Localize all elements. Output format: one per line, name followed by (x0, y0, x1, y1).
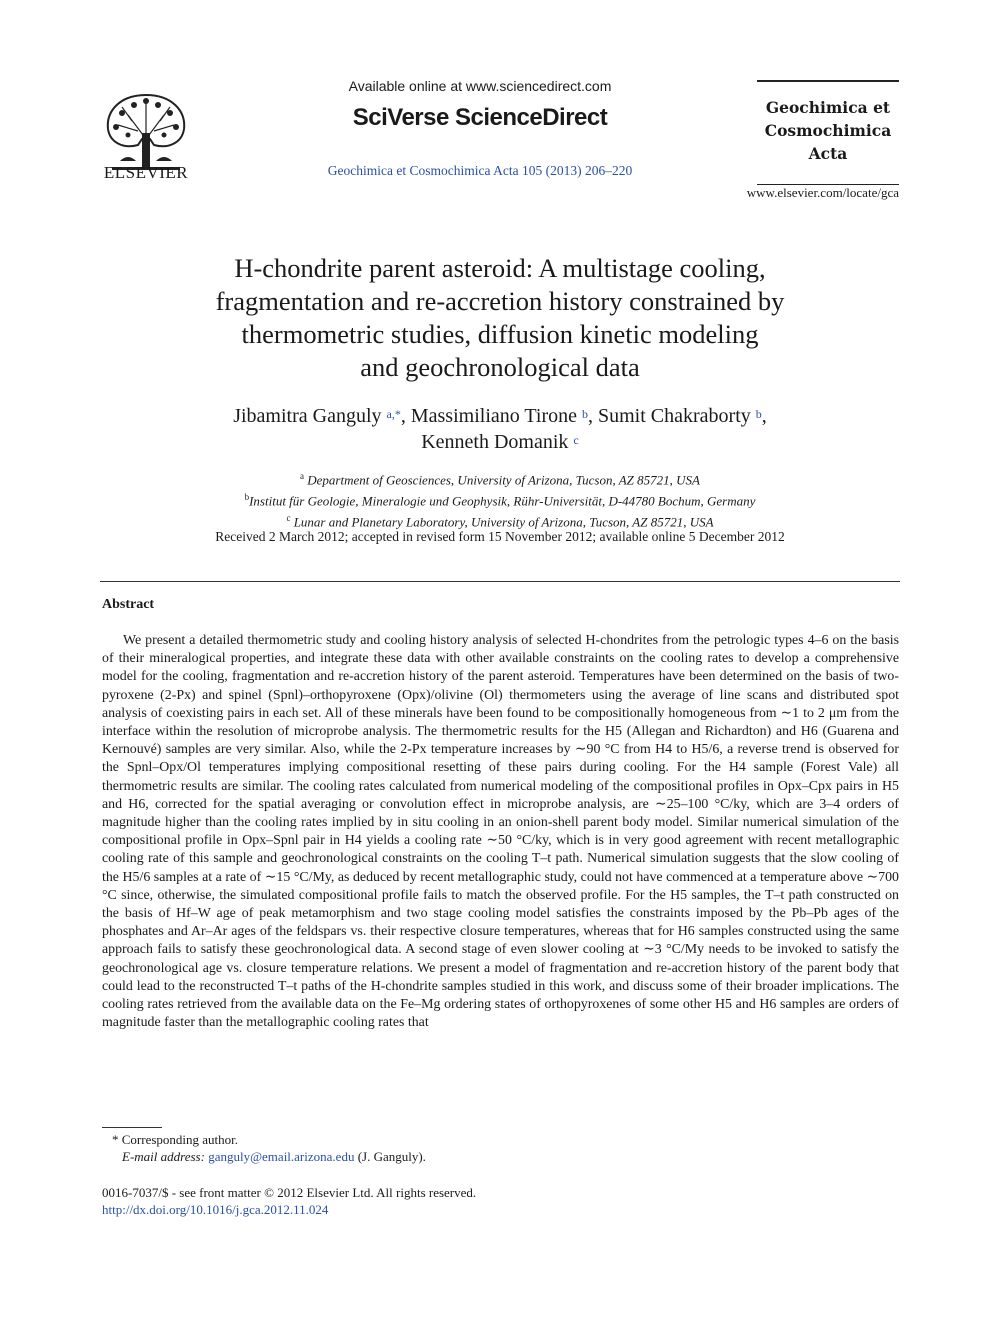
platform-logo-text: SciVerse ScienceDirect (352, 104, 608, 131)
journal-citation-link[interactable]: Geochimica et Cosmochimica Acta 105 (2013) 206–220 (327, 163, 633, 178)
affiliation-item (100, 489, 900, 510)
available-online-text: Available online at www.sciencedirect.com (348, 78, 612, 94)
corresponding-author-label: * Corresponding author. (112, 1132, 239, 1147)
publisher-name: ELSEVIER (103, 163, 189, 182)
abstract-text: We present a detailed thermometric study and cooling history analysis of selected H-chondrites from the petrologic types 4–6 on the basis of their mineralogical properties, and integrate these data with other available constraints on the cooling rates to develop a comprehensive model for the cooling, fragmentation and re-accretion history of the parent asteroid. Temperatures have been determined on the basis of two-pyroxene (2-Px) and spinel (Spnl)–orthopyroxene (Opx)/olivine (Ol) thermometers using the average of line scans and distributed spot analysis of coexisting pairs in each set. All of these minerals have been found to be compositionally homogeneous from ∼1 to 2 μm from the interface within the resolution of microprobe analysis. The thermometric results for the H5 (Allegan and Richardton) and H6 (Guarena and Kernouvé) samples are very similar. Also, while the 2-Px temperature increases by ∼90 °C from H4 to H5/6, a reverse trend is observed for the Spnl–Opx/Ol temperatures implying compositional resetting of these pairs during cooling. For the H4 sample (Forest Vale) all thermometric results are similar. The cooling rates calculated from numerical modeling of the compositional profiles in Opx–Cpx pairs in H5 and H6, corrected for the spatial averaging or convolution effect in microprobe analysis, are ∼25–100 °C/ky, which are 3–4 orders of magnitude higher than the cooling rates implied by in situ cooling in an onion-shell parent body model. Similar numerical simulation of the compositional profile in Opx–Spnl pair in H4 yields a cooling rate ∼50 °C/ky, which is in very good agreement with recent metallographic cooling rate of this sample and geochronological constraints on the cooling T–t path. Numerical simulation suggests that the slow cooling of the H5/6 samples at a rate of ∼15 °C/My, as deduced by recent metallographic study, could not have commenced at a temperature above ∼700 °C since, otherwise, the simulated compositional profile fails to match the observed profile. For the H5 samples, the T–t path constructed on the basis of Hf–W age of peak metamorphism and two stage cooling model satisfies the constraints imposed by the Pb–Pb ages of the phosphates and Ar–Ar ages of the feldspars vs. their respective closure temperatures, whereas that for H6 samples constructed using the same approach fails to satisfy these geochronological data. A second stage of even slower cooling at ∼3 °C/My needs to be invoked to satisfy the geochronological age vs. closure temperature relations. We present a model of fragmentation and re-accretion history of the parent body that could lead to the reconstructed T–t paths of the H-chondrite samples studied in this work, and discuss some of their broader implications. The cooling rates retrieved from the available data on the Fe–Mg ordering states of orthopyroxenes of some other H5 and H6 samples are orders of magnitude faster than the metallographic cooling rates that (102, 633, 899, 1031)
journal-name-line: Geochimica et (765, 98, 891, 117)
doi-link[interactable]: http://dx.doi.org/10.1016/j.gca.2012.11.024 (102, 1202, 329, 1217)
affiliation-marker: b (244, 491, 250, 502)
title-line: fragmentation and re-accretion history constrained by (215, 286, 785, 316)
email-line (102, 1148, 602, 1165)
journal-name-line: Acta (808, 144, 848, 163)
email-owner: (J. Ganguly). (357, 1149, 426, 1164)
author-name: Sumit Chakraborty (598, 405, 751, 427)
title-line: and geochronological data (360, 352, 640, 382)
footnote-divider (102, 1127, 162, 1128)
author-affiliation-marker[interactable]: c (573, 433, 579, 447)
author-separator: , (588, 405, 598, 427)
author-list (100, 403, 900, 455)
section-divider (100, 581, 900, 582)
author-affiliation-marker[interactable]: b (582, 407, 588, 421)
title-line: thermometric studies, diffusion kinetic modeling (241, 319, 759, 349)
author-separator: , (761, 405, 767, 427)
author-affiliation-marker[interactable]: b (755, 407, 762, 421)
article-history-dates: Received 2 March 2012; accepted in revised form 15 November 2012; available online 5 December 2012 (215, 529, 785, 544)
corresponding-author-footnote (102, 1131, 602, 1165)
affiliation-marker: c (286, 512, 291, 523)
journal-name (757, 96, 899, 165)
journal-url[interactable]: www.elsevier.com/locate/gca (746, 185, 899, 200)
author-separator: , (400, 405, 411, 427)
abstract-heading: Abstract (102, 597, 155, 612)
email-label: E-mail address: (122, 1149, 205, 1164)
journal-name-line: Cosmochimica (764, 121, 892, 140)
issn-copyright-line: 0016-7037/$ - see front matter © 2012 Elsevier Ltd. All rights reserved. (102, 1185, 477, 1200)
author-affiliation-marker[interactable]: a,* (386, 407, 401, 421)
affiliation-text: Institut für Geologie, Mineralogie und Geophysik, Rühr-Universität, D-44780 Bochum, Germany (249, 493, 756, 509)
copyright-block (102, 1184, 702, 1218)
affiliation-text: Department of Geosciences, University of Arizona, Tucson, AZ 85721, USA (307, 472, 700, 488)
author-name: Jibamitra Ganguly (233, 405, 382, 427)
article-title (100, 252, 900, 384)
affiliation-item (100, 468, 900, 489)
title-line: H-chondrite parent asteroid: A multistage cooling, (234, 253, 766, 283)
author-name: Kenneth Domanik (421, 431, 569, 453)
affiliation-list (100, 468, 900, 530)
affiliation-text: Lunar and Planetary Laboratory, University of Arizona, Tucson, AZ 85721, USA (293, 513, 714, 529)
email-link[interactable]: ganguly@email.arizona.edu (208, 1149, 355, 1164)
affiliation-marker: a (300, 471, 304, 481)
author-name: Massimiliano Tirone (410, 405, 577, 427)
affiliation-item (100, 510, 900, 531)
